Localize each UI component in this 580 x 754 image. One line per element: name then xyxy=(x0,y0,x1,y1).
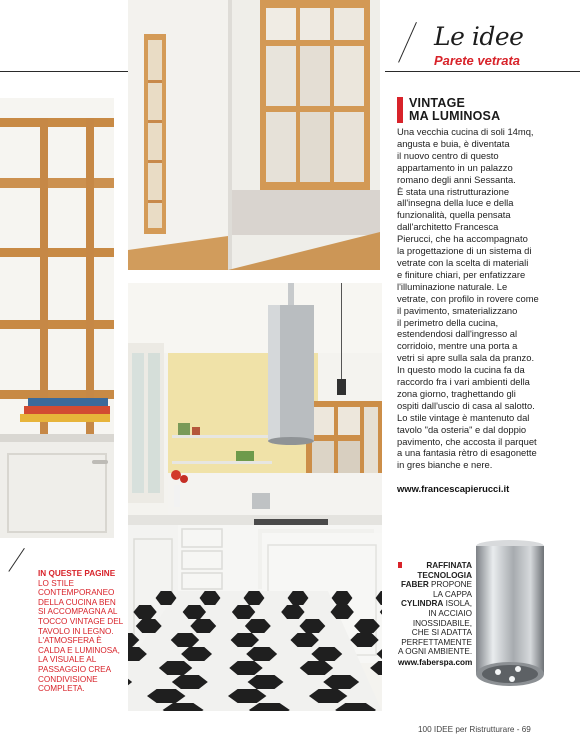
article-body-line: angusta e buia, è diventata xyxy=(397,137,510,149)
photo-kitchen xyxy=(128,283,382,711)
product-line: CHE SI ADATTA xyxy=(411,628,472,638)
product-heading-line: RAFFINATA xyxy=(426,561,472,570)
article-body-line: romano degli anni Sessanta. xyxy=(397,173,516,185)
article-body-line: dall'architetto Francesca xyxy=(397,221,499,233)
photo-cylindra-hood xyxy=(468,538,552,694)
article-title xyxy=(409,97,500,123)
product-heading-line: TECNOLOGIA xyxy=(417,570,472,580)
title-accent-bar xyxy=(397,97,403,123)
caption-line: TAVOLO IN LEGNO. xyxy=(38,626,114,636)
article-body-line: estendendosi dall'ingresso al xyxy=(397,328,518,340)
article-title-line: VINTAGE xyxy=(409,96,466,110)
article-body-line: in gres bianche e nere. xyxy=(397,459,493,471)
article-body xyxy=(397,126,547,471)
caption-line: LO STILE xyxy=(38,578,74,588)
page-footer: 100 IDEE per Ristrutturare - 69 xyxy=(418,725,531,734)
product-box xyxy=(398,561,472,668)
article-body-line: Una vecchia cucina di soli 14mq, xyxy=(397,126,534,137)
header-rule-left xyxy=(0,71,128,72)
caption-line: LA VISUALE AL xyxy=(38,655,97,665)
caption-line: L'ATMOSFERA È xyxy=(38,636,102,646)
product-brand: FABER xyxy=(401,580,429,590)
article-body-line: la progettazione di un sistema di xyxy=(397,245,532,257)
product-model-line xyxy=(398,599,472,609)
article-body-line: ospiti dall'uscio di casa al salotto. xyxy=(397,399,535,411)
product-brand-line xyxy=(398,580,472,590)
article-body-line: vetrate con la scelta di materiali xyxy=(397,256,529,268)
caption-line: CONDIVISIONE xyxy=(38,674,98,684)
caption-divider-tick xyxy=(8,548,24,572)
article-body-line: a una fantasia rètro di esagonette xyxy=(397,447,537,459)
article-body-line: vetrate, con profilo in rovere come xyxy=(397,292,539,304)
product-line: A OGNI AMBIENTE. xyxy=(398,647,473,657)
photo-window-detail xyxy=(0,98,114,538)
article-title-line: MA LUMINOSA xyxy=(409,109,501,123)
product-line: IN ACCIAIO xyxy=(428,608,472,618)
article-body-line: È stata una ristrutturazione xyxy=(397,185,510,197)
section-subtitle: Parete vetrata xyxy=(434,53,520,68)
article-body-line: appartamento in un palazzo xyxy=(397,161,513,173)
article-body-line: tavolo "da osteria" e dal doppio xyxy=(397,423,527,435)
article-body-line: funzionalità, quella pensata xyxy=(397,209,511,221)
article-body-line: il nuovo centro di questo xyxy=(397,149,499,161)
article-body-line: Lo stile vintage è mantenuto dal xyxy=(397,411,530,423)
product-website-link[interactable]: www.faberspa.com xyxy=(398,657,473,667)
photo-doorway xyxy=(128,0,380,270)
hex-floor xyxy=(128,591,382,711)
header-rule-right xyxy=(385,71,580,72)
product-brand-suffix: PROPONE xyxy=(428,580,472,590)
photo-caption xyxy=(38,569,123,694)
caption-line: PASSAGGIO CREA xyxy=(38,664,112,674)
caption-line: CALDA E LUMINOSA, xyxy=(38,645,120,655)
product-model-suffix: ISOLA, xyxy=(443,599,472,609)
article-body-line: vetri si apre sulla sala da pranzo. xyxy=(397,352,535,364)
article-body-line: In questo modo la cucina fa da xyxy=(397,364,525,376)
article-body-line: il pavimento, smaterializzano xyxy=(397,304,518,316)
product-line: LA CAPPA xyxy=(433,589,472,599)
article-body-line: il perimetro della cucina, xyxy=(397,316,499,328)
article-body-line: Pierucci, che ha accompagnato xyxy=(397,233,528,245)
section-title: Le idee xyxy=(434,22,524,51)
caption-line: TOCCO VINTAGE DEL xyxy=(38,616,124,626)
caption-heading: IN QUESTE PAGINE xyxy=(38,569,116,578)
caption-line: SI ACCOMPAGNA AL xyxy=(38,607,118,617)
product-line: PERFETTAMENTE xyxy=(401,637,472,647)
article-body-line: l'illuminazione naturale. Le xyxy=(397,280,508,292)
article-body-line: corridoio, mentre una porta a xyxy=(397,340,518,352)
caption-line: DELLA CUCINA BEN xyxy=(38,597,116,607)
article-website-link[interactable]: www.francescapierucci.it xyxy=(397,483,510,494)
product-model: CYLINDRA xyxy=(401,599,444,609)
article-body-line: zona giorno, traghettando gli xyxy=(397,387,516,399)
product-lines xyxy=(398,609,472,657)
article-body-line: e finiture chiari, per enfatizzare xyxy=(397,268,526,280)
caption-line: CONTEMPORANEO xyxy=(38,588,115,598)
article-body-line: raccordo fra i vari ambienti della xyxy=(397,376,530,388)
header-divider-tick xyxy=(398,22,417,63)
product-line: INOSSIDABILE, xyxy=(412,618,472,628)
article-body-line: all'insegna della luce e della xyxy=(397,197,514,209)
article-body-line: pavimento, che accosta il parquet xyxy=(397,435,537,447)
caption-line: COMPLETA. xyxy=(38,684,85,694)
